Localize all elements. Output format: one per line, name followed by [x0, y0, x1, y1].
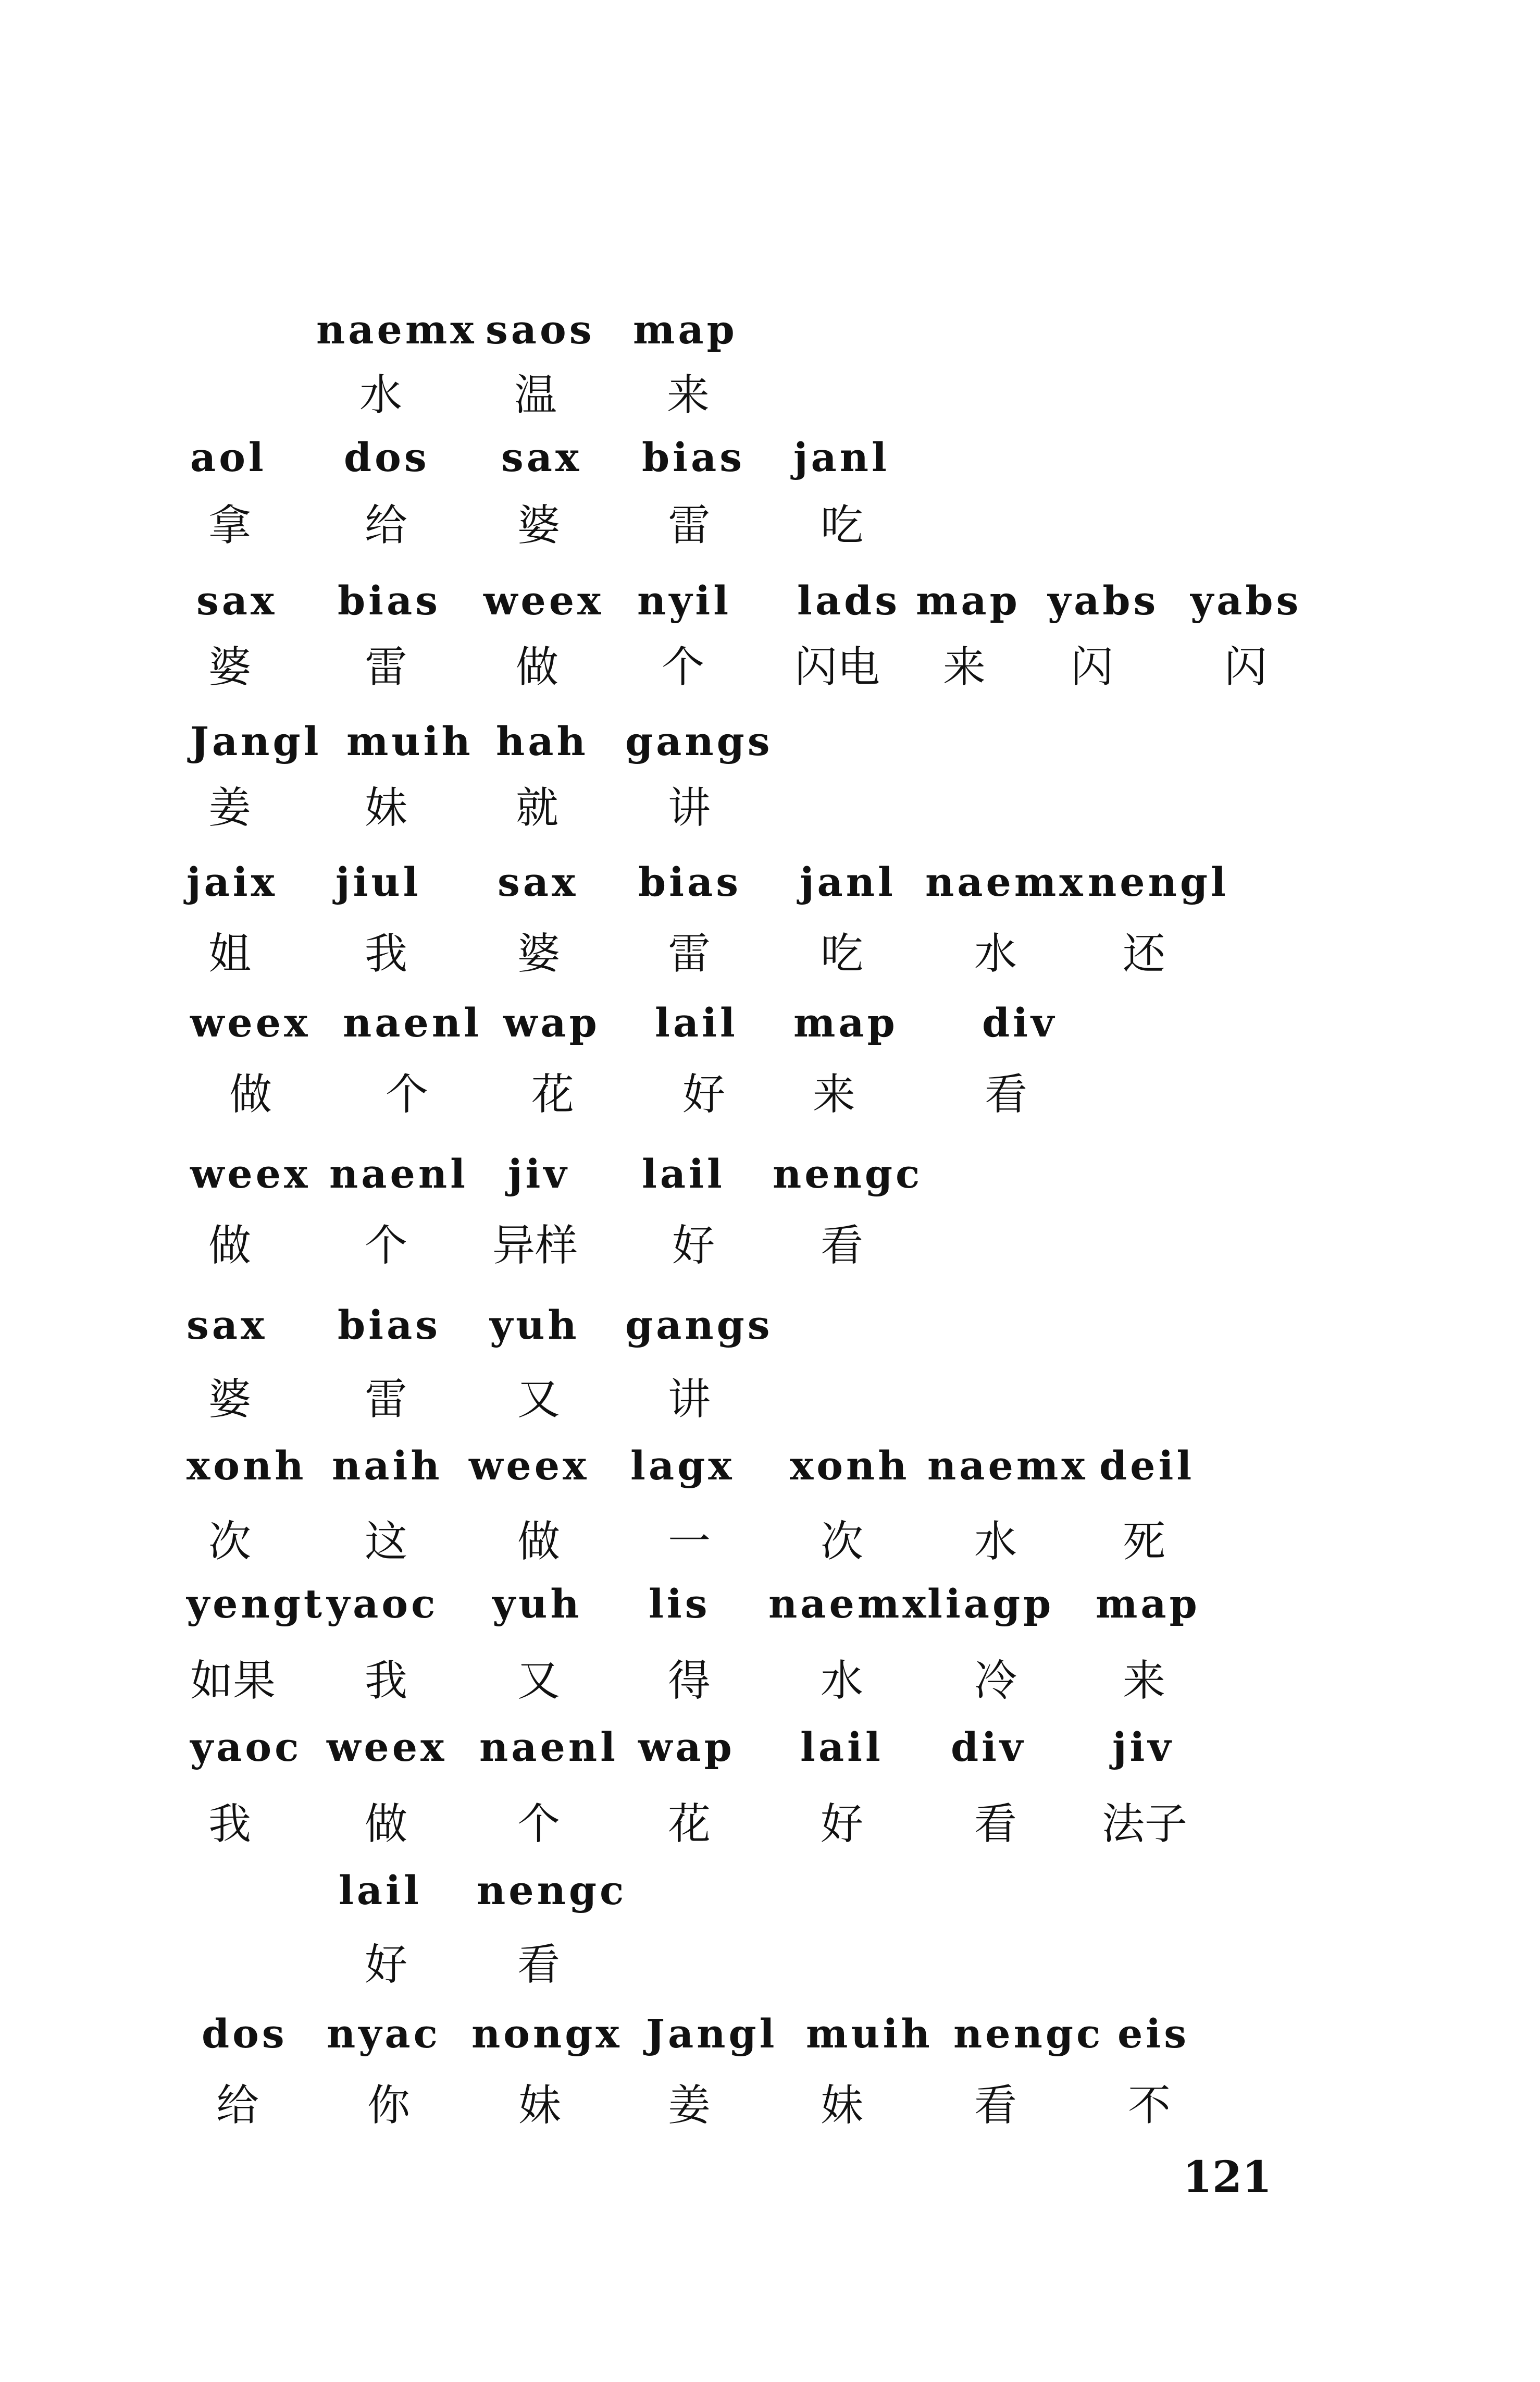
chinese-gloss: 妹	[365, 783, 408, 833]
chinese-gloss: 温	[514, 371, 557, 420]
dong-word: gangs	[625, 718, 773, 764]
chinese-gloss: 妹	[518, 2081, 562, 2130]
dong-word: gangs	[625, 1302, 773, 1348]
chinese-gloss: 闪	[1224, 643, 1268, 692]
dong-word: bias	[642, 434, 746, 480]
chinese-gloss: 讲	[668, 1375, 711, 1424]
dong-word: yuh	[490, 1302, 580, 1348]
dong-word: jiul	[336, 859, 421, 905]
dong-word: xonh	[187, 1442, 307, 1489]
dong-word: weex	[190, 999, 311, 1046]
dong-word: dos	[344, 434, 430, 480]
chinese-gloss: 我	[365, 1656, 408, 1706]
dong-word: nyil	[637, 577, 732, 624]
chinese-gloss: 看	[974, 2081, 1017, 2130]
chinese-gloss: 个	[662, 643, 705, 692]
dong-word: lail	[655, 999, 738, 1046]
dong-word: janl	[800, 859, 896, 905]
dong-word: lis	[649, 1581, 711, 1627]
chinese-gloss: 来	[943, 643, 986, 692]
chinese-gloss: 好	[821, 1799, 864, 1849]
chinese-gloss: 次	[821, 1517, 864, 1566]
chinese-gloss: 做	[229, 1070, 272, 1119]
chinese-gloss: 一	[668, 1517, 711, 1566]
dong-word: naih	[332, 1442, 443, 1489]
chinese-gloss: 给	[216, 2081, 259, 2130]
chinese-gloss: 如果	[190, 1656, 276, 1706]
chinese-gloss: 水	[974, 1517, 1017, 1566]
chinese-gloss: 婆	[517, 501, 561, 550]
chinese-gloss: 看	[517, 1940, 561, 1990]
dong-word: map	[633, 306, 738, 353]
chinese-gloss: 水	[821, 1656, 864, 1706]
dong-word: yabs	[1190, 577, 1302, 624]
dong-word: lads	[797, 577, 901, 624]
chinese-gloss: 水	[359, 371, 403, 420]
chinese-gloss: 雷	[668, 501, 711, 550]
chinese-gloss: 还	[1123, 929, 1166, 979]
chinese-gloss: 雷	[365, 1375, 408, 1424]
chinese-gloss: 做	[517, 1517, 561, 1566]
chinese-gloss: 花	[668, 1799, 711, 1849]
dong-word: sax	[187, 1302, 268, 1348]
chinese-gloss: 我	[365, 929, 408, 979]
dong-word: jaix	[187, 859, 278, 905]
dong-word: map	[793, 999, 898, 1046]
chinese-gloss: 妹	[821, 2081, 864, 2130]
dong-word: nengc	[953, 2010, 1104, 2057]
dong-word: lail	[800, 1724, 884, 1770]
dong-word: xonh	[790, 1442, 910, 1489]
chinese-gloss: 闪电	[794, 643, 880, 692]
page-number: 121	[1183, 2152, 1272, 2202]
dong-word: nengl	[1088, 859, 1229, 905]
dong-word: saos	[486, 306, 595, 353]
chinese-gloss: 你	[367, 2081, 411, 2130]
chinese-gloss: 姜	[208, 783, 252, 833]
dong-word: yaoc	[190, 1724, 302, 1770]
chinese-gloss: 好	[672, 1221, 715, 1270]
chinese-gloss: 看	[985, 1070, 1028, 1119]
chinese-gloss: 又	[517, 1656, 561, 1706]
dong-word: bias	[338, 577, 441, 624]
dong-word: sax	[498, 859, 579, 905]
chinese-gloss: 看	[974, 1799, 1017, 1849]
chinese-gloss: 婆	[517, 929, 561, 979]
dong-word: yengt	[187, 1581, 326, 1627]
chinese-gloss: 拿	[208, 501, 252, 550]
chinese-gloss: 看	[821, 1221, 864, 1270]
dong-word: lail	[642, 1151, 725, 1197]
chinese-gloss: 闪	[1071, 643, 1114, 692]
dong-word: sax	[196, 577, 278, 624]
dong-word: muih	[806, 2010, 933, 2057]
dong-word: map	[1096, 1581, 1200, 1627]
chinese-gloss: 讲	[668, 783, 711, 833]
dong-word: weex	[483, 577, 604, 624]
dong-word: aol	[190, 434, 267, 480]
chinese-gloss: 死	[1123, 1517, 1166, 1566]
dong-word: jiv	[1112, 1724, 1174, 1770]
dong-word: muih	[346, 718, 474, 764]
chinese-gloss: 好	[682, 1070, 726, 1119]
dong-word: div	[982, 999, 1058, 1046]
dong-word: weex	[327, 1724, 448, 1770]
chinese-gloss: 吃	[821, 501, 864, 550]
dong-word: weex	[469, 1442, 590, 1489]
chinese-gloss: 不	[1128, 2081, 1171, 2130]
chinese-gloss: 给	[365, 501, 408, 550]
chinese-gloss: 婆	[208, 1375, 252, 1424]
chinese-gloss: 姜	[668, 2081, 711, 2130]
dong-word: naenl	[329, 1151, 468, 1197]
dong-word: yaoc	[327, 1581, 439, 1627]
chinese-gloss: 做	[208, 1221, 252, 1270]
dong-word: Jangl	[190, 718, 322, 764]
dong-word: janl	[793, 434, 890, 480]
dong-word: nengc	[773, 1151, 923, 1197]
chinese-gloss: 雷	[668, 929, 711, 979]
dong-word: naenl	[479, 1724, 618, 1770]
dong-word: wap	[503, 999, 600, 1046]
dong-word: eis	[1117, 2010, 1190, 2057]
chinese-gloss: 来	[1123, 1656, 1166, 1706]
chinese-gloss: 婆	[208, 643, 252, 692]
chinese-gloss: 就	[516, 783, 559, 833]
chinese-gloss: 花	[531, 1070, 575, 1119]
dong-word: jiv	[508, 1151, 570, 1197]
dong-word: Jangl	[646, 2010, 778, 2057]
dong-word: naemx	[768, 1581, 929, 1627]
chinese-gloss: 来	[667, 371, 710, 420]
dong-word: yuh	[492, 1581, 582, 1627]
dong-word: lagx	[630, 1442, 735, 1489]
dong-word: nongx	[471, 2010, 623, 2057]
chinese-gloss: 雷	[365, 643, 408, 692]
dong-word: deil	[1099, 1442, 1195, 1489]
dong-word: lail	[339, 1867, 422, 1914]
dong-word: naemx	[927, 1442, 1088, 1489]
chinese-gloss: 异样	[492, 1221, 578, 1270]
dong-word: naemx	[925, 859, 1086, 905]
chinese-gloss: 法子	[1102, 1799, 1188, 1849]
dong-word: nengc	[477, 1867, 627, 1914]
chinese-gloss: 又	[517, 1375, 561, 1424]
chinese-gloss: 来	[813, 1070, 856, 1119]
dong-word: yabs	[1048, 577, 1159, 624]
dong-word: wap	[638, 1724, 735, 1770]
chinese-gloss: 个	[365, 1221, 408, 1270]
chinese-gloss: 这	[365, 1517, 408, 1566]
chinese-gloss: 做	[365, 1799, 408, 1849]
dong-word: liagp	[927, 1581, 1054, 1627]
chinese-gloss: 水	[974, 929, 1017, 979]
chinese-gloss: 次	[208, 1517, 252, 1566]
chinese-gloss: 得	[668, 1656, 711, 1706]
chinese-gloss: 做	[516, 643, 559, 692]
dong-word: bias	[338, 1302, 441, 1348]
chinese-gloss: 个	[386, 1070, 429, 1119]
dong-word: nyac	[327, 2010, 441, 2057]
dong-word: hah	[496, 718, 589, 764]
dong-word: naemx	[316, 306, 477, 353]
dong-word: naenl	[343, 999, 482, 1046]
chinese-gloss: 冷	[974, 1656, 1017, 1706]
dong-word: bias	[638, 859, 742, 905]
chinese-gloss: 吃	[821, 929, 864, 979]
chinese-gloss: 好	[365, 1940, 408, 1990]
dong-word: map	[916, 577, 1021, 624]
dong-word: div	[951, 1724, 1026, 1770]
chinese-gloss: 个	[517, 1799, 561, 1849]
dong-word: dos	[202, 2010, 288, 2057]
dong-word: weex	[190, 1151, 311, 1197]
dong-word: sax	[501, 434, 582, 480]
chinese-gloss: 姐	[208, 929, 252, 979]
chinese-gloss: 我	[208, 1799, 252, 1849]
